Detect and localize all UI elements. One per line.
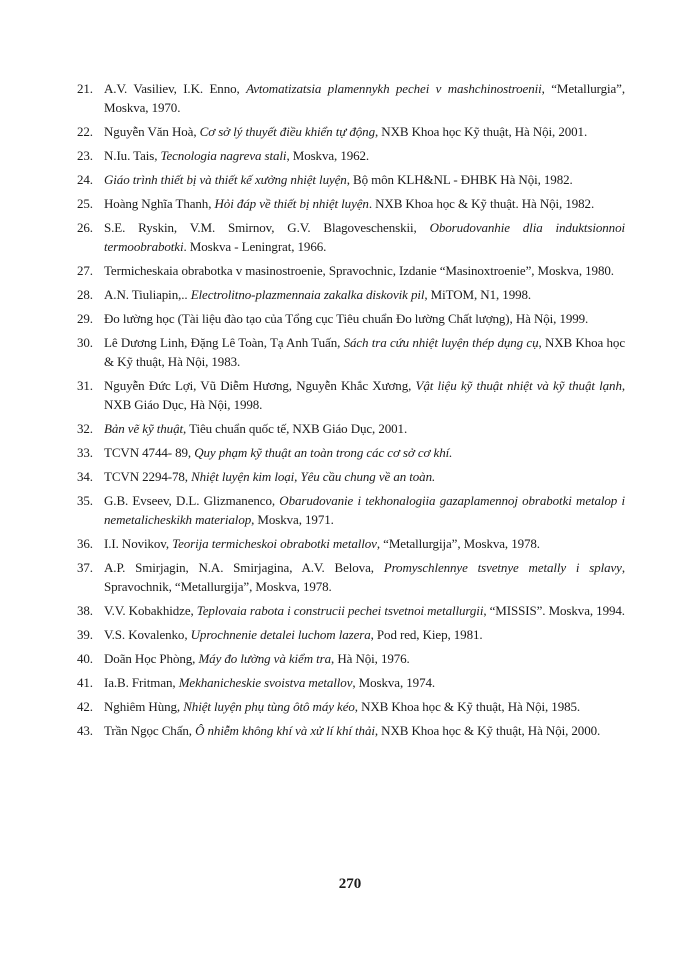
reference-text: Nguyễn Đức Lợi, Vũ Diễm Hương, Nguyễn Khắc Xương, Vật liệu kỹ thuật nhiệt và kỹ thuật lạnh, NXB Giáo Dục, Hà Nội, 1998. — [104, 378, 625, 412]
reference-item — [77, 261, 625, 280]
reference-text: A.N. Tiuliapin,.. Electrolitno-plazmennaia zakalka diskovik pil, MiTOM, N1, 1998. — [104, 287, 532, 302]
reference-item — [77, 218, 625, 256]
reference-item — [77, 697, 625, 716]
reference-item — [77, 194, 625, 213]
reference-text: Bản vẽ kỹ thuật, Tiêu chuẩn quốc tế, NXB Giáo Dục, 2001. — [104, 421, 408, 436]
reference-item — [77, 285, 625, 304]
reference-text: N.Iu. Tais, Tecnologia nagreva stali, Moskva, 1962. — [104, 148, 370, 163]
reference-number: 36. — [77, 536, 93, 551]
reference-text: A.V. Vasiliev, I.K. Enno, Avtomatizatsia plamennykh pechei v mashchinostroenii, “Metallurgia”, Moskva, 1970. — [104, 81, 626, 115]
reference-item — [77, 534, 625, 553]
reference-number: 33. — [77, 445, 93, 460]
reference-text: Giáo trình thiết bị và thiết kế xưởng nhiệt luyện, Bộ môn KLH&NL - ĐHBK Hà Nội, 1982. — [104, 172, 573, 187]
reference-item — [77, 625, 625, 644]
reference-number: 26. — [77, 220, 93, 235]
reference-text: Nguyễn Văn Hoà, Cơ sở lý thuyết điều khiển tự động, NXB Khoa học Kỹ thuật, Hà Nội, 2001. — [104, 124, 588, 139]
reference-number: 29. — [77, 311, 93, 326]
reference-number: 43. — [77, 723, 93, 738]
reference-number: 22. — [77, 124, 93, 139]
reference-text: Lê Dương Linh, Đặng Lê Toàn, Tạ Anh Tuấn, Sách tra cứu nhiệt luyện thép dụng cụ, NXB Khoa học & Kỹ thuật, Hà Nội, 1983. — [104, 335, 625, 369]
reference-item — [77, 721, 625, 740]
reference-number: 30. — [77, 335, 93, 350]
reference-number: 40. — [77, 651, 93, 666]
reference-text: G.B. Evseev, D.L. Glizmanenco, Obarudovanie i tekhonalogiia gazaplamennoj obrabotki metalop i nemetalicheskikh materialop, Moskva, 1971. — [104, 493, 625, 527]
reference-text: Đo lường học (Tài liệu đào tạo của Tổng cục Tiêu chuẩn Đo lường Chất lượng), Hà Nội, 1999. — [104, 311, 589, 326]
reference-text: Trần Ngọc Chấn, Ô nhiễm không khí và xử lí khí thải, NXB Khoa học & Kỹ thuật, Hà Nội, 2000. — [104, 723, 601, 738]
reference-number: 37. — [77, 560, 93, 575]
reference-number: 28. — [77, 287, 93, 302]
reference-item — [77, 443, 625, 462]
reference-number: 34. — [77, 469, 93, 484]
reference-text: Doãn Học Phòng, Máy đo lường và kiểm tra, Hà Nội, 1976. — [104, 651, 410, 666]
reference-item — [77, 467, 625, 486]
reference-text: A.P. Smirjagin, N.A. Smirjagina, A.V. Belova, Promyschlennye tsvetnye metally i splavy, Spravochnik, “Metallurgija”, Moskva, 1978. — [104, 560, 625, 594]
page-number: 270 — [338, 876, 362, 892]
reference-number: 24. — [77, 172, 93, 187]
reference-number: 25. — [77, 196, 93, 211]
reference-number: 38. — [77, 603, 93, 618]
reference-item — [77, 558, 625, 596]
reference-item — [77, 601, 625, 620]
reference-number: 31. — [77, 378, 93, 393]
reference-number: 27. — [77, 263, 93, 278]
reference-number: 32. — [77, 421, 93, 436]
reference-number: 39. — [77, 627, 93, 642]
reference-number: 42. — [77, 699, 93, 714]
reference-text: Hoàng Nghĩa Thanh, Hỏi đáp về thiết bị nhiệt luyện. NXB Khoa học & Kỹ thuật. Hà Nội, 1982. — [104, 196, 595, 211]
reference-item — [77, 79, 625, 117]
reference-item — [77, 146, 625, 165]
reference-text: Nghiêm Hùng, Nhiệt luyện phụ tùng ôtô máy kéo, NXB Khoa học & Kỹ thuật, Hà Nội, 1985. — [104, 699, 581, 714]
reference-text: I.I. Novikov, Teorija termicheskoi obrabotki metallov, “Metallurgija”, Moskva, 1978. — [104, 536, 540, 551]
reference-item — [77, 491, 625, 529]
reference-item — [77, 333, 625, 371]
reference-number: 41. — [77, 675, 93, 690]
reference-number: 35. — [77, 493, 93, 508]
reference-list — [77, 79, 625, 745]
reference-item — [77, 170, 625, 189]
reference-item — [77, 122, 625, 141]
reference-text: Ia.B. Fritman, Mekhanicheskie svoistva metallov, Moskva, 1974. — [104, 675, 436, 690]
reference-text: V.V. Kobakhidze, Teplovaia rabota i construcii pechei tsvetnoi metallurgii, “MISSIS”. Moskva, 1994. — [104, 603, 625, 618]
reference-item — [77, 649, 625, 668]
reference-text: TCVN 2294-78, Nhiệt luyện kim loại, Yêu cầu chung về an toàn. — [104, 469, 436, 484]
reference-text: Termicheskaia obrabotka v masinostroenie, Spravochnic, Izdanie “Masinoxtroenie”, Moskva, 1980. — [104, 263, 614, 278]
reference-number: 21. — [77, 81, 93, 96]
reference-item — [77, 673, 625, 692]
reference-item — [77, 419, 625, 438]
reference-number: 23. — [77, 148, 93, 163]
reference-item — [77, 376, 625, 414]
reference-item — [77, 309, 625, 328]
reference-text: TCVN 4744- 89, Quy phạm kỹ thuật an toàn trong các cơ sở cơ khí. — [104, 445, 453, 460]
reference-text: V.S. Kovalenko, Uprochnenie detalei luchom lazera, Pod red, Kiep, 1981. — [104, 627, 483, 642]
reference-text: S.E. Ryskin, V.M. Smirnov, G.V. Blagoveschenskii, Oborudovanhie dlia induktsionnoi termoobrabotki. Moskva - Leningrat, 1966. — [104, 220, 625, 254]
